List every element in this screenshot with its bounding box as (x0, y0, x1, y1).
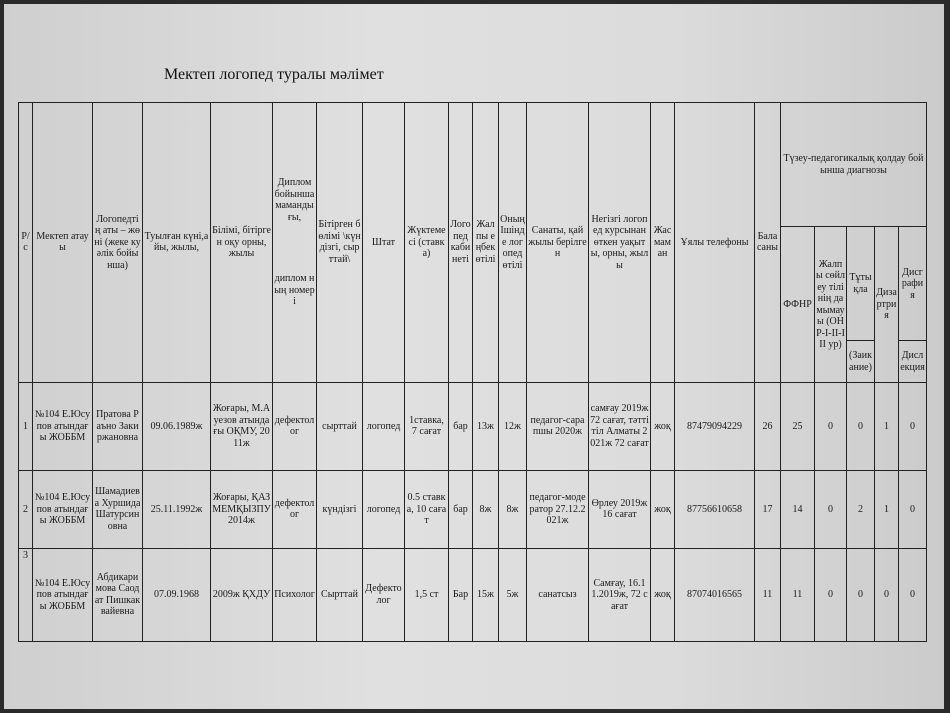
row-school: №104 Е.Юсупов атындағы ЖОББМ (33, 470, 93, 548)
row-birth: 07.09.1968 (143, 548, 211, 641)
header-total-exp: Жалпы еңбек өтілі (473, 103, 499, 383)
header-school: Мектеп атауы (33, 103, 93, 383)
header-logo-exp: Оның Ішінде логопед өтілі (499, 103, 527, 383)
row-staff: Дефектолог (363, 548, 405, 641)
row-cabinet: бар (449, 382, 473, 470)
header-diploma-specialty: Диплом бойынша мамандығы, (274, 177, 315, 223)
row-course: Самғау, 16.11.2019ж, 72 сағат (589, 548, 651, 641)
row-logo-exp: 12ж (499, 382, 527, 470)
header-children: Бала саны (755, 103, 781, 383)
header-dept: Бітірген бөлімі \күндізгі, сырттай\ (317, 103, 363, 383)
row-dept: күндізгі (317, 470, 363, 548)
row-phone: 87756610658 (675, 470, 755, 548)
row-onr: 0 (815, 548, 847, 641)
row-dysarthria: 0 (875, 548, 899, 641)
header-dyslexia: Дислекция (899, 341, 927, 382)
header-onr: Жалпы сөйлеу тілінің дамымауы (ОНР-I-II-III ур) (815, 227, 847, 382)
header-rs: Р/с (19, 103, 33, 383)
header-staff: Штат (363, 103, 405, 383)
header-diploma (273, 103, 317, 383)
row-dysgraphia: 0 (899, 548, 927, 641)
row-ffnr: 11 (781, 548, 815, 641)
row-birth: 25.11.1992ж (143, 470, 211, 548)
row-logo-exp: 5ж (499, 548, 527, 641)
row-dysarthria: 1 (875, 382, 899, 470)
header-dysgraphia: Дисграфия (899, 227, 927, 341)
row-ffnr: 25 (781, 382, 815, 470)
header-cabinet: Логопед кабинеті (449, 103, 473, 383)
header-stutter: Тұтықла (847, 227, 875, 341)
header-diag-group: Түзеу-педагогикалық қолдау бойынша диагнозы (781, 103, 927, 227)
row-diploma: Психолог (273, 548, 317, 641)
page-title: Мектеп логопед туралы мәлімет (164, 66, 384, 83)
row-young: жоқ (651, 382, 675, 470)
row-cabinet: Бар (449, 548, 473, 641)
row-num: 3 (19, 548, 33, 641)
header-course: Негізгі логопед курсынан өткен уақыты, орны, жылы (589, 103, 651, 383)
row-cabinet: бар (449, 470, 473, 548)
row-diploma: дефектолог (273, 382, 317, 470)
row-dysarthria: 1 (875, 470, 899, 548)
row-education: Жоғары, М.Ауезов атындағы ОҚМУ, 2011ж (211, 382, 273, 470)
header-ffnr: ФФНР (781, 227, 815, 382)
row-num: 1 (19, 382, 33, 470)
row-load: 1,5 ст (405, 548, 449, 641)
logoped-table (18, 102, 927, 642)
row-young: жоқ (651, 548, 675, 641)
header-name: Логопедтің аты – жөні (жеке куәлік бойынша) (93, 103, 143, 383)
row-phone: 87074016565 (675, 548, 755, 641)
header-phone: Ұялы телефоны (675, 103, 755, 383)
row-num: 2 (19, 470, 33, 548)
header-young: Жас маман (651, 103, 675, 383)
row-course: Өрлеу 2019ж 16 сағат (589, 470, 651, 548)
row-logo-exp: 8ж (499, 470, 527, 548)
row-diploma: дефектолог (273, 470, 317, 548)
row-dysgraphia: 0 (899, 470, 927, 548)
row-stutter: 0 (847, 548, 875, 641)
row-staff: логопед (363, 382, 405, 470)
row-school: №104 Е.Юсупов атындағы ЖОББМ (33, 548, 93, 641)
row-young: жоқ (651, 470, 675, 548)
row-children: 26 (755, 382, 781, 470)
row-onr: 0 (815, 382, 847, 470)
header-education: Білімі, бітірген оқу орны, жылы (211, 103, 273, 383)
document-page (4, 4, 944, 709)
header-row-1 (19, 103, 927, 227)
row-total-exp: 15ж (473, 548, 499, 641)
row-dysgraphia: 0 (899, 382, 927, 470)
row-stutter: 2 (847, 470, 875, 548)
table-row (19, 548, 927, 641)
row-category: педагог-сарапшы 2020ж (527, 382, 589, 470)
row-load: 0.5 ставка, 10 сағат (405, 470, 449, 548)
header-load: Жүктемесі (ставка) (405, 103, 449, 383)
row-birth: 09.06.1989ж (143, 382, 211, 470)
row-category: санатсыз (527, 548, 589, 641)
row-name: Пратова Раъно Закиржановна (93, 382, 143, 470)
row-total-exp: 8ж (473, 470, 499, 548)
row-children: 11 (755, 548, 781, 641)
row-education: Жоғары, ҚАЗМЕМҚЫЗПУ 2014ж (211, 470, 273, 548)
row-load: 1ставка, 7 сағат (405, 382, 449, 470)
row-category: педагог-модератор 27.12.2021ж (527, 470, 589, 548)
row-name: Шамадиева Хуршида Шатурсиновна (93, 470, 143, 548)
row-total-exp: 13ж (473, 382, 499, 470)
row-course: самғау 2019ж 72 сағат, тәтті тіл Алматы 2021ж 72 сағат (589, 382, 651, 470)
header-diploma-number: диплом ның номері (274, 273, 315, 308)
header-birth: Туылған күні,айы, жылы, (143, 103, 211, 383)
row-phone: 87479094229 (675, 382, 755, 470)
header-category: Санаты, қай жылы берілген (527, 103, 589, 383)
row-dept: Сырттай (317, 548, 363, 641)
table-row (19, 470, 927, 548)
row-education: 2009ж ҚХДУ (211, 548, 273, 641)
row-staff: логопед (363, 470, 405, 548)
row-school: №104 Е.Юсупов атындағы ЖОББМ (33, 382, 93, 470)
row-name: Абдикаримова Саодат Пишкаквайевна (93, 548, 143, 641)
table-row (19, 382, 927, 470)
header-stutter-ru: (Заикание) (847, 341, 875, 382)
row-children: 17 (755, 470, 781, 548)
row-onr: 0 (815, 470, 847, 548)
row-dept: сырттай (317, 382, 363, 470)
row-ffnr: 14 (781, 470, 815, 548)
row-stutter: 0 (847, 382, 875, 470)
header-dysarthria: Дизартрия (875, 227, 899, 382)
